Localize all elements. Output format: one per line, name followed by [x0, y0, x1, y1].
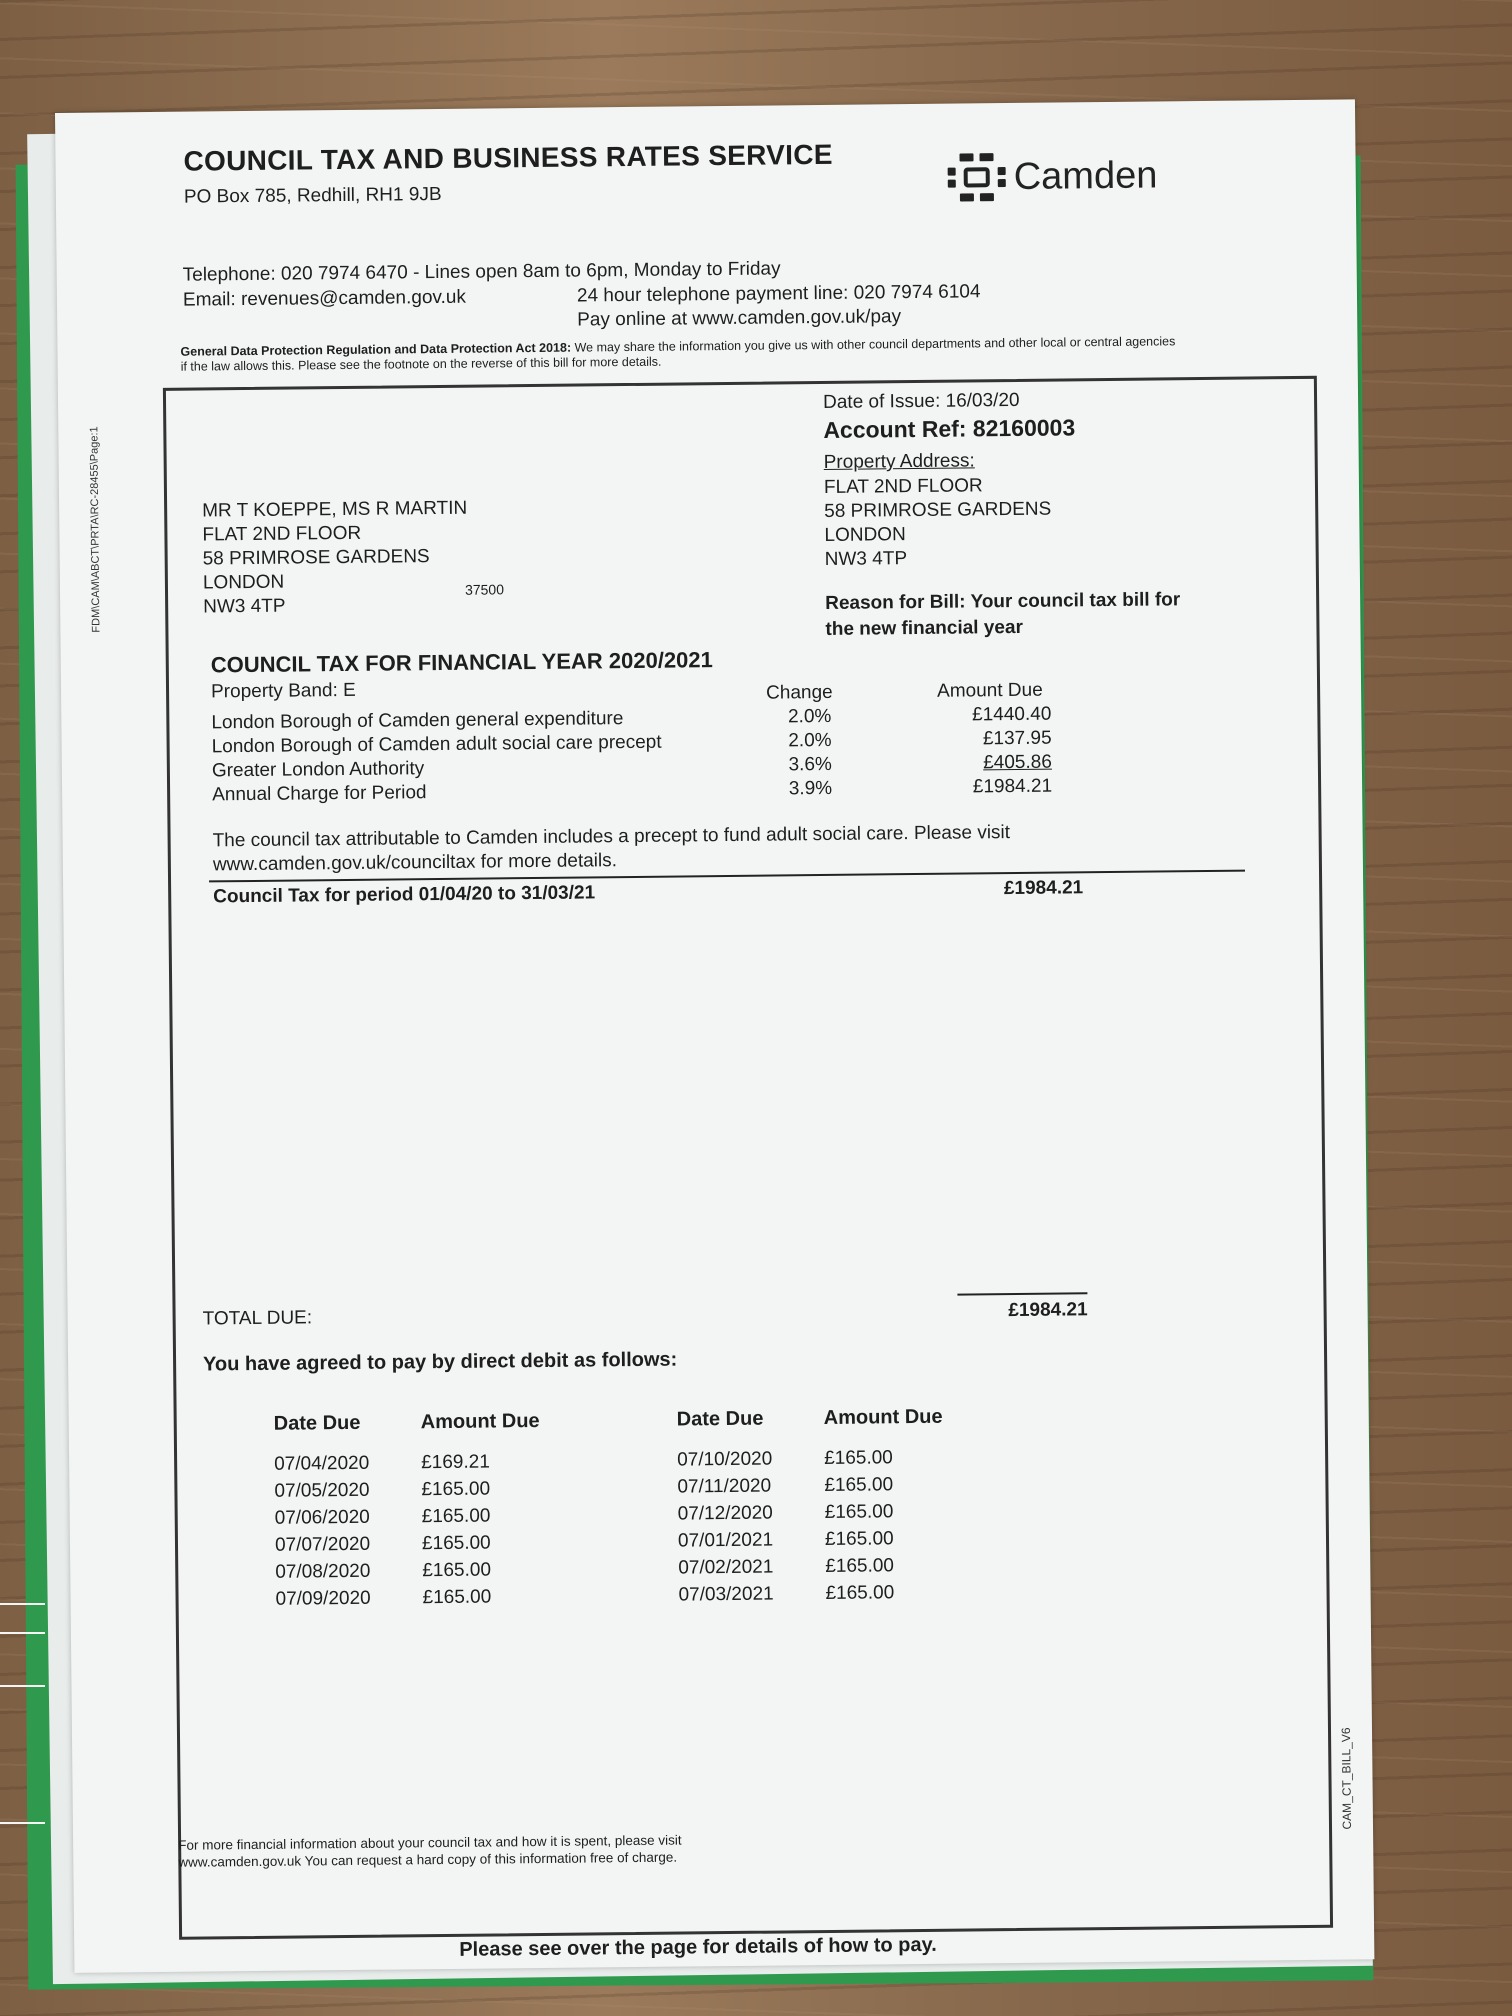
- schedule-date: 07/05/2020: [274, 1479, 370, 1502]
- property-line: NW3 4TP: [824, 548, 908, 570]
- council-tax-bill: [55, 99, 1374, 1973]
- logo-text: Camden: [1013, 153, 1158, 198]
- total-due-amount: £1984.21: [1008, 1299, 1088, 1322]
- recipient-line: MR T KOEPPE, MS R MARTIN: [202, 497, 468, 522]
- gdpr-text: We may share the information you give us with other council departments and other local or central agencies if the law allows this. Please see the footnote on the reverse of this bill for more details.: [180, 334, 1176, 374]
- schedule-date: 07/03/2021: [678, 1583, 774, 1606]
- direct-debit-heading: You have agreed to pay by direct debit as follows:: [202, 1348, 678, 1376]
- service-title: COUNCIL TAX AND BUSINESS RATES SERVICE: [183, 138, 833, 177]
- pay-online-line: Pay online at www.camden.gov.uk/pay: [577, 306, 902, 331]
- schedule-amount: £165.00: [824, 1501, 894, 1524]
- schedule-right-dates: [677, 1446, 774, 1609]
- edge-mark: [0, 1822, 45, 1824]
- schedule-amount: £165.00: [421, 1478, 491, 1501]
- edge-mark: [0, 1632, 45, 1634]
- schedule-amount: £165.00: [825, 1582, 895, 1605]
- schedule-amount: £165.00: [824, 1447, 893, 1470]
- precept-note-line: The council tax attributable to Camden includes a precept to fund adult social care. Please visit: [212, 822, 1011, 852]
- camden-logo-icon: [945, 151, 1008, 204]
- tax-row-amount: £1984.21: [972, 775, 1053, 798]
- account-ref: Account Ref: 82160003: [823, 414, 1076, 443]
- tax-row-change: 3.9%: [788, 777, 833, 800]
- schedule-left-dates: [274, 1450, 371, 1613]
- amount-due-header: Amount Due: [936, 679, 1043, 702]
- period-label: Council Tax for period 01/04/20 to 31/03/21: [213, 882, 596, 908]
- property-address: [824, 474, 1052, 572]
- schedule-date: 07/01/2021: [677, 1529, 774, 1552]
- property-line: LONDON: [824, 524, 906, 546]
- schedule-amount: £165.00: [824, 1528, 894, 1551]
- change-header: Change: [766, 681, 833, 704]
- reason-line: Reason for Bill: Your council tax bill for: [825, 589, 1181, 614]
- schedule-amount: £165.00: [824, 1474, 894, 1497]
- recipient-line: LONDON: [202, 571, 285, 594]
- reason-line: the new financial year: [825, 616, 1024, 640]
- tax-row-label: London Borough of Camden general expenditure: [211, 708, 624, 734]
- tax-row-change: 3.6%: [788, 753, 832, 776]
- precept-note-line: www.camden.gov.uk/counciltax for more details.: [212, 850, 618, 876]
- schedule-date: 07/07/2020: [274, 1533, 371, 1556]
- property-address-label: Property Address:: [823, 450, 975, 473]
- tax-year-title: COUNCIL TAX FOR FINANCIAL YEAR 2020/2021: [210, 647, 713, 678]
- schedule-date: 07/10/2020: [677, 1448, 773, 1471]
- gdpr-heading: General Data Protection Regulation and Data Protection Act 2018:: [180, 340, 572, 359]
- tax-row-change: 2.0%: [788, 729, 832, 752]
- financial-info-note: [178, 1832, 682, 1871]
- property-line: 58 PRIMROSE GARDENS: [824, 498, 1052, 522]
- schedule-date: 07/11/2020: [677, 1475, 772, 1498]
- gdpr-notice: [180, 334, 1180, 374]
- email-line: Email: revenues@camden.gov.uk: [182, 286, 467, 311]
- camden-logo: [945, 149, 1157, 203]
- financial-info-line: www.camden.gov.uk You can request a hard copy of this information free of charge.: [178, 1849, 678, 1870]
- total-due-label: TOTAL DUE:: [202, 1307, 313, 1330]
- page-code-left: FDM\CAM\ABCT\PRTA\RC-28455\Page:1: [88, 426, 103, 633]
- tax-row-change: 2.0%: [787, 705, 832, 728]
- tax-row-label: Annual Charge for Period: [212, 782, 427, 806]
- schedule-amount: £165.00: [421, 1505, 491, 1528]
- recipient-line: NW3 4TP: [203, 595, 286, 618]
- page-code-right: CAM_CT_BILL_V6: [1338, 1727, 1355, 1830]
- edge-mark: [0, 1685, 45, 1687]
- schedule-left-amounts: [421, 1449, 491, 1612]
- financial-info-line: For more financial information about your council tax and how it is spent, please visit: [178, 1832, 682, 1853]
- period-amount: £1984.21: [1003, 877, 1084, 900]
- schedule-amount-header: Amount Due: [823, 1405, 943, 1430]
- schedule-date: 07/09/2020: [275, 1587, 371, 1610]
- date-of-issue: Date of Issue: 16/03/20: [822, 389, 1020, 413]
- property-band: Property Band: E: [210, 679, 356, 703]
- recipient-line: FLAT 2ND FLOOR: [202, 522, 362, 546]
- schedule-amount: £165.00: [422, 1559, 492, 1582]
- schedule-amount: £165.00: [422, 1586, 492, 1609]
- schedule-amount: £165.00: [825, 1555, 895, 1578]
- recipient-line: 58 PRIMROSE GARDENS: [202, 546, 430, 570]
- service-address: PO Box 785, Redhill, RH1 9JB: [183, 183, 442, 208]
- tax-row-label: Greater London Authority: [211, 758, 425, 782]
- reason-for-bill: [825, 587, 1181, 643]
- property-line: FLAT 2ND FLOOR: [823, 475, 983, 498]
- telephone-line: Telephone: 020 7974 6470 - Lines open 8am to 6pm, Monday to Friday: [182, 258, 781, 286]
- schedule-amount: £165.00: [421, 1532, 491, 1555]
- tax-row-amount: £1440.40: [971, 703, 1052, 726]
- schedule-amount-header: Amount Due: [420, 1409, 540, 1434]
- schedule-date: 07/08/2020: [275, 1560, 371, 1583]
- tax-row-amount: £137.95: [982, 727, 1052, 750]
- schedule-date: 07/06/2020: [274, 1506, 370, 1529]
- see-over-notice: Please see over the page for details of how to pay.: [459, 1933, 937, 1961]
- schedule-right-amounts: [824, 1444, 894, 1607]
- schedule-amount: £169.21: [421, 1451, 490, 1474]
- tax-row-label: London Borough of Camden adult social care precept: [211, 731, 662, 758]
- edge-mark: [0, 1603, 45, 1605]
- payment-line: 24 hour telephone payment line: 020 7974 6104: [576, 281, 981, 307]
- schedule-date-header: Date Due: [676, 1407, 764, 1431]
- recipient-address: [202, 497, 468, 620]
- schedule-date: 07/04/2020: [274, 1452, 370, 1475]
- schedule-date: 07/02/2021: [678, 1556, 774, 1579]
- tax-row-amount: £405.86: [983, 751, 1052, 774]
- recipient-code: 37500: [464, 581, 505, 598]
- schedule-date: 07/12/2020: [677, 1502, 773, 1525]
- schedule-date-header: Date Due: [273, 1411, 361, 1435]
